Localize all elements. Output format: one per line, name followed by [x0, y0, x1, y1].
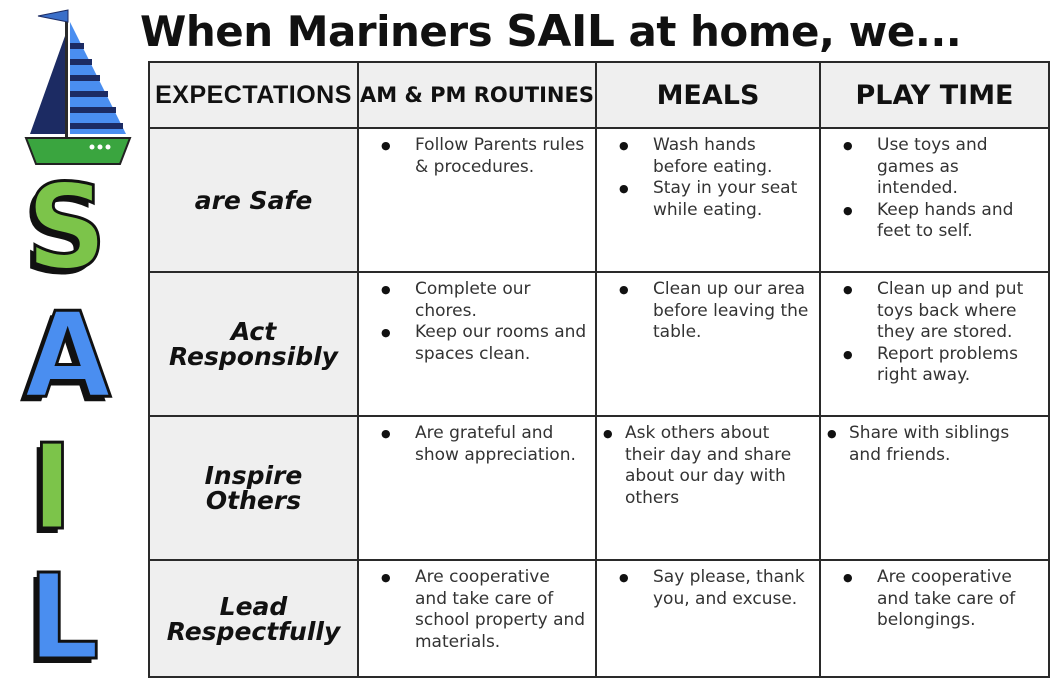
- row-label-line: Responsibly: [169, 342, 338, 371]
- list-item: ● Clean up and put toys back where they are stored.: [877, 279, 1040, 344]
- letter-i: I: [31, 418, 73, 556]
- list-item: ● Wash hands before eating.: [653, 135, 811, 178]
- page-title: When Mariners SAIL at home, we...: [140, 6, 962, 57]
- row-label-line: Others: [205, 486, 302, 515]
- cell-safe-play: [820, 128, 1049, 272]
- header-play-time: PLAY TIME: [820, 62, 1049, 128]
- list-item: ● Are grateful and show appreciation.: [415, 423, 587, 466]
- row-label-lead: [149, 560, 358, 677]
- cell-inspire-routines: [358, 416, 596, 560]
- table-row-responsibly: [149, 272, 1049, 416]
- cell-inspire-play: [820, 416, 1049, 560]
- list-item: ● Ask others about their day and share about our day with others: [625, 423, 811, 509]
- row-label-responsibly: [149, 272, 358, 416]
- header-meals: MEALS: [596, 62, 820, 128]
- cell-responsibly-play: [820, 272, 1049, 416]
- list-item: ● Keep hands and feet to self.: [877, 200, 1040, 243]
- table-row-inspire: [149, 416, 1049, 560]
- row-label-line: Act: [230, 317, 277, 346]
- cell-lead-play: [820, 560, 1049, 677]
- header-expectations: EXPECTATIONS: [149, 62, 358, 128]
- table-header-row: [149, 62, 1049, 128]
- list-item: ● Stay in your seat while eating.: [653, 178, 811, 221]
- expectations-table: [148, 61, 1050, 678]
- row-label-line: Lead: [219, 591, 288, 621]
- list-item: ● Use toys and games as intended.: [877, 135, 1040, 200]
- list-item: ● Complete our chores.: [415, 279, 587, 322]
- cell-safe-meals: [596, 128, 820, 272]
- list-item: ● Follow Parents rules & procedures.: [415, 135, 587, 178]
- sail-acronym-letters: [0, 0, 150, 686]
- list-item: ● Say please, thank you, and excuse.: [653, 567, 811, 610]
- row-label-line: Respectfully: [166, 616, 341, 646]
- row-label-inspire: [149, 416, 358, 560]
- list-item: ● Are cooperative and take care of belongings.: [877, 567, 1040, 632]
- cell-lead-meals: [596, 560, 820, 677]
- row-label-safe: [149, 128, 358, 272]
- cell-lead-routines: [358, 560, 596, 677]
- cell-responsibly-routines: [358, 272, 596, 416]
- letter-l: L: [27, 548, 100, 686]
- list-item: ● Clean up our area before leaving the table.: [653, 279, 811, 344]
- list-item: ● Are cooperative and take care of school property and materials.: [415, 567, 587, 653]
- letter-s: S: [26, 158, 107, 296]
- list-item: ● Report problems right away.: [877, 344, 1040, 387]
- row-label-line: Inspire: [204, 461, 303, 490]
- header-am-pm-routines: AM & PM ROUTINES: [358, 62, 596, 128]
- cell-responsibly-meals: [596, 272, 820, 416]
- list-item: ● Share with siblings and friends.: [849, 423, 1040, 466]
- table-row-safe: [149, 128, 1049, 272]
- letter-a: A: [24, 286, 112, 424]
- table-row-lead: [149, 560, 1049, 677]
- cell-safe-routines: [358, 128, 596, 272]
- row-label-line: are Safe: [194, 185, 313, 215]
- cell-inspire-meals: [596, 416, 820, 560]
- list-item: ● Keep our rooms and spaces clean.: [415, 322, 587, 365]
